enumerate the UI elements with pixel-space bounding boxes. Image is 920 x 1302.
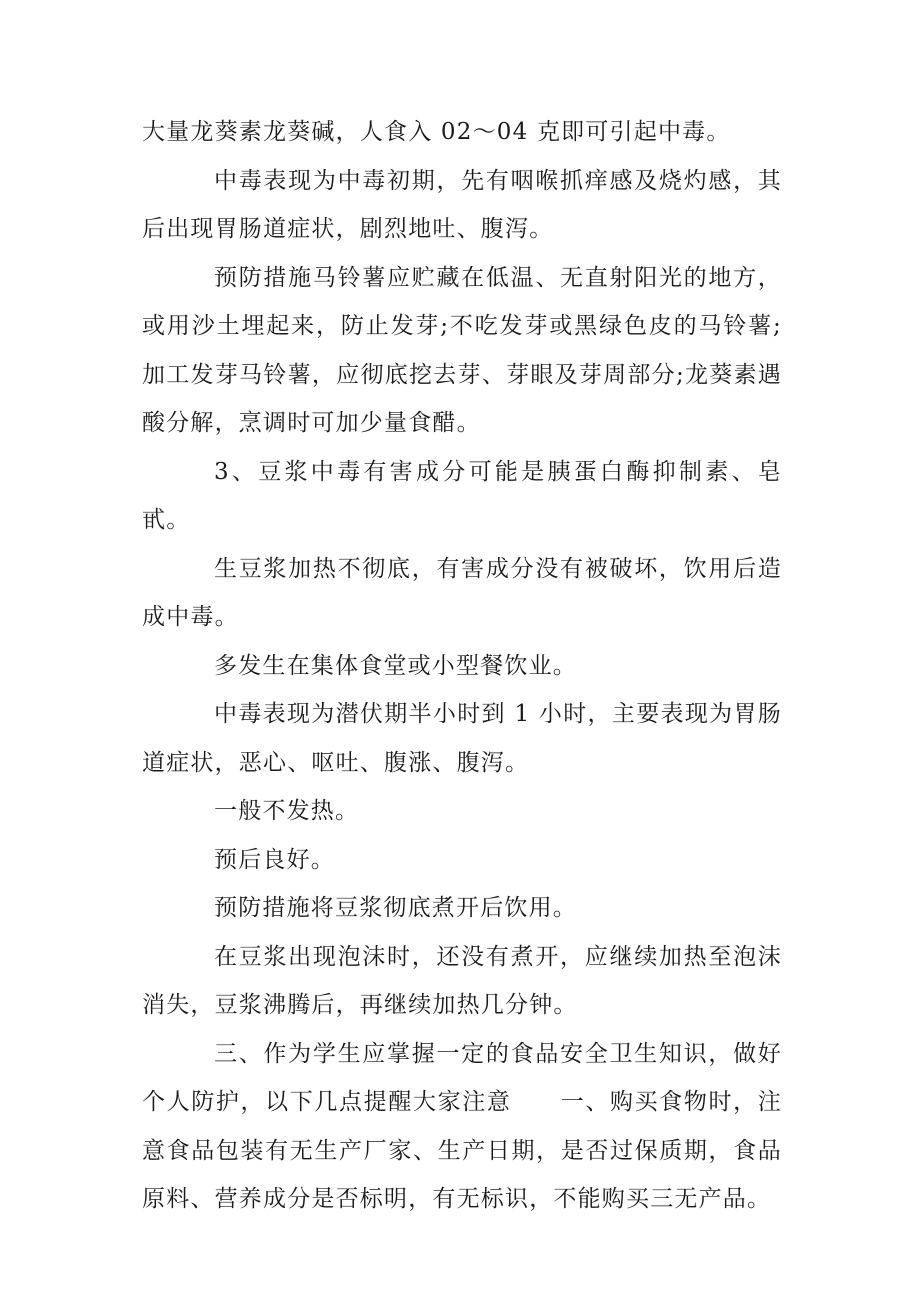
paragraph-soymilk-occurrence: 多发生在集体食堂或小型餐饮业。: [214, 652, 577, 679]
paragraph-soymilk-cause: 生豆浆加热不彻底，有害成分没有被破坏，饮用后造成中毒。: [142, 555, 782, 630]
paragraph-soymilk-heading: 3、豆浆中毒有害成分可能是胰蛋白酶抑制素、皂甙。: [142, 458, 782, 533]
paragraph-solanine-symptoms: 中毒表现为中毒初期，先有咽喉抓痒感及烧灼感，其后出现胃肠道症状，剧烈地吐、腹泻。: [142, 167, 782, 242]
paragraph-soymilk-symptoms: 中毒表现为潜伏期半小时到 1 小时，主要表现为胃肠道症状，恶心、呕吐、腹涨、腹泻。: [142, 701, 782, 776]
paragraph-potato-prevention: 预防措施马铃薯应贮藏在低温、无直射阳光的地方，或用沙土埋起来，防止发芽;不吃发芽或黑绿色皮的马铃薯;加工发芽马铃薯，应彻底挖去芽、芽眼及芽周部分;龙葵素遇酸分解，烹调时可加少量食醋。: [142, 264, 782, 436]
document-body: [142, 108, 782, 1224]
paragraph-prognosis: 预后良好。: [214, 846, 335, 873]
paragraph-student-advice: 三、作为学生应掌握一定的食品安全卫生知识，做好个人防护，以下几点提醒大家注意 一、购买食物时，注意食品包装有无生产厂家、生产日期，是否过保质期，食品原料、营养成分是否标明，有无标识，不能购买三无产品。: [142, 1040, 782, 1212]
paragraph-soymilk-boiling: 在豆浆出现泡沫时，还没有煮开，应继续加热至泡沫消失，豆浆沸腾后，再继续加热几分钟。: [142, 943, 782, 1018]
paragraph-solanine-dose: 大量龙葵素龙葵碱，人食入 02～04 克即可引起中毒。: [142, 119, 731, 145]
paragraph-no-fever: 一般不发热。: [214, 798, 360, 824]
paragraph-soymilk-prevention: 预防措施将豆浆彻底煮开后饮用。: [214, 895, 577, 921]
